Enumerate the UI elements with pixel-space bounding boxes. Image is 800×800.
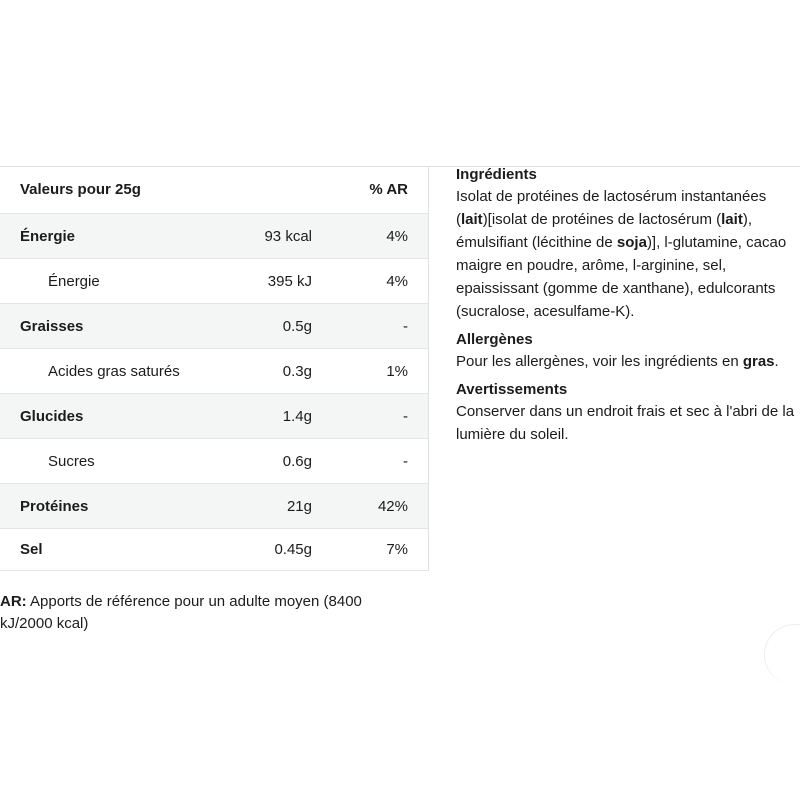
table-row — [0, 304, 428, 349]
row-ar: 4% — [386, 272, 408, 290]
allergens-title: Allergènes — [456, 331, 533, 348]
ingredients-part: Isolat de protéines de lactosérum instantanées ( — [456, 188, 767, 228]
table-row — [0, 439, 428, 484]
allergen-highlight: soja — [616, 234, 647, 251]
row-value: 395 kJ — [267, 272, 312, 290]
allergens-text — [456, 350, 796, 373]
row-name: Énergie — [20, 227, 76, 245]
row-value: 0.6g — [282, 452, 312, 470]
row-ar: 7% — [386, 541, 408, 558]
row-name: Graisses — [20, 317, 84, 335]
table-row — [0, 214, 428, 259]
row-value: 0.3g — [282, 362, 312, 380]
row-name: Sucres — [48, 452, 95, 470]
table-row — [0, 529, 428, 571]
allergen-highlight: gras — [742, 353, 775, 370]
table-row — [0, 349, 428, 394]
nutrition-table — [0, 166, 429, 571]
row-ar: - — [403, 317, 408, 335]
product-info — [456, 164, 796, 452]
allergen-highlight: lait — [721, 211, 743, 228]
ingredients-text — [456, 185, 796, 323]
table-row — [0, 259, 428, 304]
ingredients-part: )], l-glutamine, cacao maigre en poudre, arôme, l-arginine, sel, epaississant (gomme de xanthane), edulcorants (sucralose, acesulfame-K). — [456, 234, 787, 320]
allergens-part: Pour les allergènes, voir les ingrédients en — [456, 353, 743, 370]
decorative-arc — [764, 624, 800, 685]
row-ar: 1% — [386, 362, 408, 380]
row-value: 21g — [286, 497, 312, 515]
row-value: 93 kcal — [264, 227, 312, 245]
row-ar: - — [403, 452, 408, 470]
allergen-highlight: lait — [461, 211, 483, 228]
footnote-label: AR: — [0, 593, 27, 610]
row-name: Protéines — [20, 497, 89, 515]
header-ar: % AR — [369, 181, 408, 198]
allergens-part: . — [774, 353, 779, 370]
table-row — [0, 484, 428, 529]
row-name: Glucides — [20, 407, 84, 425]
row-name: Sel — [20, 541, 43, 558]
reference-footnote — [0, 591, 400, 635]
row-name: Acides gras saturés — [48, 362, 180, 380]
table-row — [0, 394, 428, 439]
warnings-title: Avertissements — [456, 381, 568, 398]
ingredients-part: )[isolat de protéines de lactosérum ( — [482, 211, 722, 228]
header-name: Valeurs pour 25g — [20, 181, 141, 198]
row-ar: - — [403, 407, 408, 425]
row-ar: 4% — [386, 227, 408, 245]
row-name: Énergie — [48, 272, 100, 290]
row-value: 0.5g — [282, 317, 312, 335]
ingredients-part: ), émulsifiant (lécithine de — [456, 211, 752, 251]
footnote-text: Apports de référence pour un adulte moyen (8400 kJ/2000 kcal) — [0, 593, 362, 632]
row-ar: 42% — [377, 497, 408, 515]
warnings-text: Conserver dans un endroit frais et sec à l'abri de la lumière du soleil. — [456, 403, 795, 443]
row-value: 1.4g — [282, 407, 312, 425]
row-value: 0.45g — [274, 541, 312, 558]
table-header — [0, 166, 428, 214]
ingredients-title: Ingrédients — [456, 166, 537, 183]
